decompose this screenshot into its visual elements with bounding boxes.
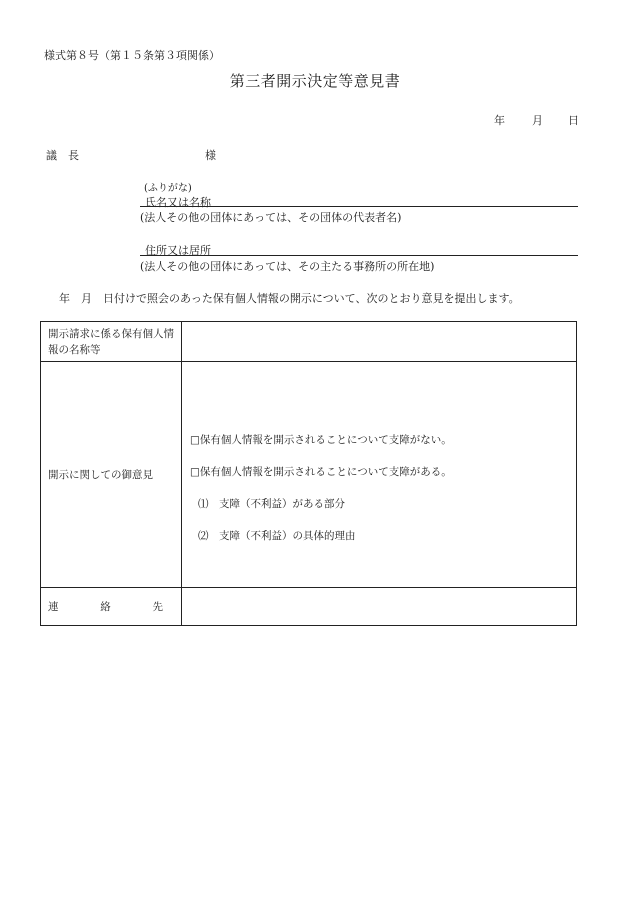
furigana-label: (ふりがな) [144, 183, 192, 194]
form-code: 様式第８号（第１５条第３項関係） [44, 49, 220, 62]
table-row [41, 362, 577, 588]
name-note: (法人その他の団体にあっては、その団体の代表者名) [140, 211, 402, 224]
address-underline [140, 255, 578, 256]
info-name-field[interactable] [182, 322, 577, 362]
info-name-label: 開示請求に係る保有個人情報の名称等 [41, 322, 182, 362]
opinion-table [40, 321, 577, 626]
contact-label [41, 588, 182, 626]
date-year: 年 [494, 114, 505, 127]
contact-field[interactable] [182, 588, 577, 626]
opinion-field [182, 362, 577, 588]
body-text: 年 月 日付けで照会のあった保有個人情報の開示について、次のとおり意見を提出します。 [59, 292, 520, 305]
option-objection[interactable]: □保有個人情報を開示されることについて支障がある。 [190, 465, 452, 478]
date-day: 日 [568, 114, 579, 127]
contact-char: 先 [152, 600, 163, 613]
name-underline [140, 206, 578, 207]
sub-item-specific-reason: ⑵ 支障（不利益）の具体的理由 [198, 529, 356, 542]
table-row [41, 322, 577, 362]
option-no-objection[interactable]: □保有個人情報を開示されることについて支障がない。 [190, 433, 452, 446]
opinion-label: 開示に関しての御意見 [41, 362, 182, 588]
contact-char: 連 [48, 600, 59, 613]
address-note: (法人その他の団体にあっては、その主たる事務所の所在地) [140, 260, 435, 273]
sub-item-affected-part: ⑴ 支障（不利益）がある部分 [198, 497, 345, 510]
address-label: 住所又は居所 [145, 244, 211, 257]
name-label: 氏名又は名称 [145, 196, 211, 209]
document-title: 第三者開示決定等意見書 [229, 72, 401, 90]
date-month: 月 [532, 114, 543, 127]
addressee-honorific: 様 [205, 149, 216, 162]
contact-char: 絡 [100, 600, 111, 613]
addressee-title: 議 長 [46, 149, 79, 162]
table-row [41, 588, 577, 626]
